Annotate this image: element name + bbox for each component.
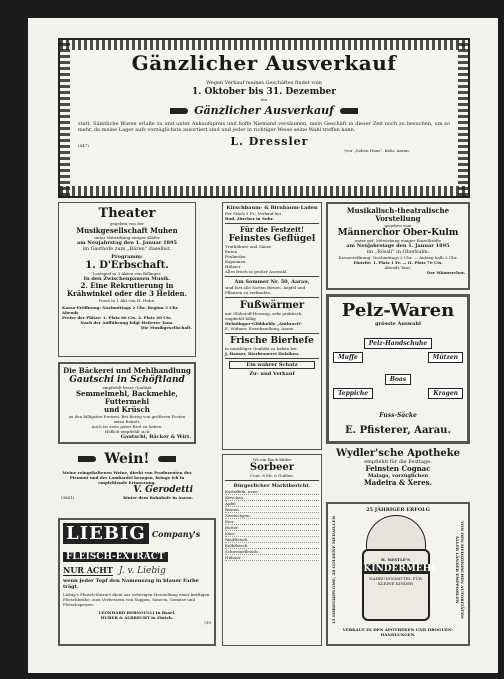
theater-prices: Preise der Plätze: 1. Platz 60 Cts. 2. Platz 40 Cts. — [62, 315, 172, 320]
baecker-signature: Gautschi, Bäcker & Wirt. — [120, 434, 191, 440]
pointing-hand-icon — [78, 456, 96, 462]
kirsch-line: Helmlinger-Glühkohle „Anthracit" — [225, 321, 303, 326]
ausverkauf-ref: (847) — [78, 143, 89, 148]
musik-advert — [326, 202, 470, 290]
theater-venue: im Gasthofe zum „Bären" daselbst. — [82, 246, 172, 252]
kirsch-line: sind fast alle Sorten Birnen, Aepfel und Pflanzen zu verkaufen. — [225, 285, 306, 295]
musik-venue: im „Rössli" in Oberkulm. — [366, 249, 430, 255]
musik-line: gegeben vom — [384, 223, 412, 228]
baecker-line: empfiehlt beste Qualität — [102, 385, 152, 390]
pelz-item: Boas — [385, 374, 411, 385]
musik-signature: Der Männerchor. — [426, 270, 465, 275]
liebig-advert — [58, 518, 216, 646]
liebig-ref: (30 — [204, 620, 211, 625]
market-table — [225, 489, 319, 561]
pointing-hand-icon — [340, 108, 358, 114]
market-row: Kirschen — [225, 495, 319, 501]
nestle-subtitle: NAHRUNGSMITTEL FÜR KLEINE KINDER — [369, 576, 422, 586]
musik-line: Abends Tanz. — [384, 265, 412, 270]
pelz-subtitle: grösste Auswahl — [375, 321, 421, 327]
ausverkauf-dates: 1. Oktober bis 31. Dezember — [191, 87, 336, 97]
market-row: Äpfel — [225, 501, 319, 507]
kirsch-title: Kirschbaum- & Birnbaum-Laden — [226, 205, 318, 211]
market-row: Kartoffeln, neue — [225, 489, 319, 495]
musik-line: Kassaeröffnung: Nachmittags 2 Uhr. — Anfang halb 3 Uhr. — [338, 255, 458, 260]
nestle-product: KINDERMEHL — [363, 564, 438, 574]
musik-prices: Eintritt: 1. Platz 1 Fr. — II. Platz 70 Cts. — [353, 260, 443, 265]
market-row: Butter — [225, 525, 319, 531]
musik-date: am Neujahrstage den 1. Januar 1895 — [346, 243, 450, 249]
theater-line: gegeben von der — [110, 221, 144, 226]
buch-heading: Wo ein Buch bilder — [252, 457, 292, 462]
wein-text: Meine reingehaltenen Weine, direkt von Produzenten des Piemont und der Lombardei bezogen, bringe ich in empfehlende Erinnerung. — [62, 470, 192, 485]
kirsch-box: Ein wahrer Schatz — [229, 361, 315, 369]
kirsch-heading: Am Sommer Nr. 50, Aarau, — [234, 279, 310, 285]
apotheke-product: Feinsten Cognac — [365, 464, 431, 473]
kirsch-item: Kapaunen — [225, 259, 246, 264]
mid-column — [222, 202, 322, 450]
liebig-product: FLEISCH-EXTRACT — [63, 552, 168, 562]
theater-play-2: 2. Eine Rekrutierung in Krähwinkel oder die 3 Helden. — [66, 281, 188, 298]
apotheke-product: Madeira & Xeres. — [363, 478, 433, 487]
pelz-item: Kragen — [428, 388, 463, 399]
liebig-agent: HUBER & ALBRECHT in Zürich. — [100, 615, 174, 620]
wein-address: hinter dem Bahnhofe in Aarau. — [123, 495, 193, 500]
kirsch-heading: Fußwärmer — [239, 300, 305, 311]
kirsch-heading: Für die Festzeit! — [239, 225, 305, 234]
theater-dance: Nach der Aufführung folgt Heiterer Tanz. — [80, 320, 174, 325]
ausverkauf-address: (vor „Sohen Hans", Kehr, Aarau. — [344, 148, 410, 153]
baecker-advert — [58, 362, 196, 444]
theater-play-1: 1. D'Erbschaft. — [85, 260, 169, 271]
liebig-line: Liebig's Fleisch-Extract dient zur sofortigen Herstellung einer kräftigen Fleischbrühe, zum Verbessern von Suppen, Saucen, Gemüse und Fleischspeisen. — [63, 592, 210, 607]
musik-title: Musikalisch-theatralische Vorstellung — [346, 206, 450, 223]
wein-advert — [58, 448, 196, 514]
ausverkauf-line1: Wegen Verkauf meines Geschäftes findet vom — [206, 80, 322, 86]
ausverkauf-title: Gänzlicher Ausverkauf — [131, 51, 397, 75]
nestle-endorsement: VON DEN MEDIZINISCHEN AUTORITÄTEN ALLER LÄNDER EMPFOHLEN — [455, 521, 465, 619]
market-row: Eier — [225, 519, 319, 525]
kirsch-line: Rud. Zürcher in Suhr. — [225, 216, 274, 221]
kirsch-line: J. Hauser, Bierbrauerei Holziken. — [225, 351, 300, 356]
wein-ref: (3861) — [61, 495, 75, 500]
liebig-signature: J. v. Liebig — [118, 565, 166, 576]
newspaper-page — [28, 18, 498, 673]
apotheke-title: Wydler'sche Apotheke — [335, 448, 461, 459]
theater-intermission: In den Zwischenpausen Musik. — [83, 276, 171, 282]
pelz-merchant: E. Pfisterer, Aarau. — [345, 425, 451, 436]
nestle-can-image — [360, 515, 438, 625]
kirsch-line: in unzähliger Qualität zu haben bei — [225, 346, 297, 351]
musik-choir: Männerchor Ober-Kulm — [337, 228, 459, 238]
baecker-products-2: und Krüsch — [104, 405, 150, 414]
theater-box-office: Kassa-Eröffnung: Nachmittags 2 Uhr. Beginn 3 Uhr. Abends — [62, 305, 179, 315]
baecker-name: Gautschi in Schöftland — [69, 375, 185, 385]
market-row: Zwetschgen — [225, 513, 319, 519]
pelz-item: Mützen — [428, 352, 463, 363]
kirsch-line: mit Glühstoff-Heizung, sehr praktisch, empfiehlt billig — [225, 311, 303, 321]
pelz-item: Teppiche — [333, 388, 373, 399]
market-row: Rindfleisch — [225, 537, 319, 543]
pelz-title: Pelz-Waren — [341, 300, 455, 321]
nestle-advert — [326, 502, 470, 646]
baecker-line: Die Bäckerei und Mehlhandlung — [63, 366, 191, 375]
apotheke-product: Malaga, vorzüglichen — [367, 473, 429, 479]
theater-line: unter Mitwirkung einiger Kläfer — [94, 235, 160, 240]
apotheke-advert — [326, 446, 470, 498]
wein-title: Wein! — [104, 451, 150, 467]
wein-name: V. Gerodetti — [133, 485, 193, 495]
market-row: Kalbfleisch — [225, 543, 319, 549]
pointing-hand-icon — [170, 108, 188, 114]
market-row: Schweinefleisch — [225, 549, 319, 555]
pelz-advert — [326, 294, 470, 444]
kirsch-heading: Zu- und Verkauf — [249, 371, 295, 377]
pelz-item: Pelz-Handschuhe — [364, 338, 432, 349]
apotheke-line: empfiehlt für die Festtage: — [364, 459, 432, 465]
theater-title: Theater — [98, 206, 156, 221]
kirsch-item: Hühner — [225, 264, 241, 269]
kirsch-line: Alles frisch in großer Auswahl. — [225, 269, 288, 274]
buch-line: Cont. 8 Mt. 6 Gulden. — [250, 473, 294, 478]
theater-program-label: Programm: — [111, 254, 143, 260]
liebig-company: Company's — [151, 528, 201, 539]
liebig-agent: LEONHARD BERNOULLI in Basel. — [98, 610, 176, 615]
kirsch-item: Enten — [225, 249, 238, 254]
theater-advert — [58, 202, 196, 357]
musik-line: unter gef. Mitwirkung einiger Einzelkräfte — [354, 238, 442, 243]
ausverkauf-subtitle: Gänzlicher Ausverkauf — [194, 104, 334, 117]
pelz-item: Fuss-Säcke — [379, 412, 417, 419]
ausverkauf-body: statt. Sämtliche Waren erlaße zu und unter Ankaufspreis und hoffe Niemand versäumen, mein Geschäft in dieser Zeit noch zu besuchen, um so mehr, da meine Lager aufs vorzüglichste assortiert sind und jeder in richtiger Weise seine Wahl treffen kann. — [78, 121, 450, 133]
nestle-awards: 15 EHRENDIPLOME, 28 GOLDENE MEDAILLEN — [331, 515, 336, 625]
market-column — [222, 454, 322, 646]
market-row: Hühner — [225, 555, 319, 561]
pelz-item: Muffe — [333, 352, 363, 363]
kirsch-item-list — [225, 244, 319, 269]
nestle-brand: H. NESTLÉ'S — [380, 557, 411, 562]
ausverkauf-name: L. Dressler — [230, 135, 309, 148]
kirsch-line: E. Widmer, Eisenhandlung, Aarau. — [225, 326, 295, 331]
kirsch-heading: Frische Bierhefe — [230, 336, 314, 346]
kirsch-item: Truthühner und Gänse — [225, 244, 272, 249]
baecker-line: Höflich empfiehlt sich — [104, 429, 150, 434]
theater-society: Musikgesellschaft Muhen — [76, 226, 178, 235]
kirsch-heading: Feinstes Geflügel — [228, 234, 316, 244]
theater-signature: Die Musikgesellschaft. — [140, 325, 192, 330]
market-row: Käse — [225, 531, 319, 537]
pointing-hand-icon — [158, 456, 176, 462]
liebig-line: wenn jeder Topf den Namenszug in blauer Farbe trägt. — [63, 578, 199, 590]
market-heading: Bürgerlicher Marktbericht. — [233, 483, 311, 489]
ausverkauf-ein: ein — [260, 97, 268, 102]
theater-play-1-note: Lustspiel in 3 Akten von Billinger. — [92, 271, 162, 276]
liebig-only-genuine: NUR ACHT — [63, 565, 113, 575]
baecker-line: Auch ist stets gutes Brot zu haben. — [91, 424, 163, 429]
baecker-products: Semmelmehl, Backmehle, Futtermehl — [76, 389, 178, 406]
nestle-footer: VERKAUF IN DEN APOTHEKEN UND DROGUEN-HANDLUNGEN. — [342, 627, 454, 637]
kirsch-line: Per Stück 3 Fr., Verkauf bei — [225, 211, 281, 216]
liebig-brand: LIEBIG — [63, 523, 149, 544]
nestle-banner: 25 JÄHRIGER ERFOLG — [366, 507, 430, 513]
baecker-line: zu den billigsten Preisen. Bei Bezug von größeren Posten extra Rabatt. — [68, 414, 186, 424]
buch-title: Sorbeer — [249, 462, 295, 473]
ausverkauf-advert — [58, 38, 470, 198]
theater-date: am Neujahrstag den 1. Januar 1895 — [77, 240, 177, 246]
market-row: Birnen — [225, 507, 319, 513]
theater-play-2-note: Posse in 1 Akt von H. Huhn. — [98, 298, 156, 303]
kirsch-item: Poularden — [225, 254, 246, 259]
